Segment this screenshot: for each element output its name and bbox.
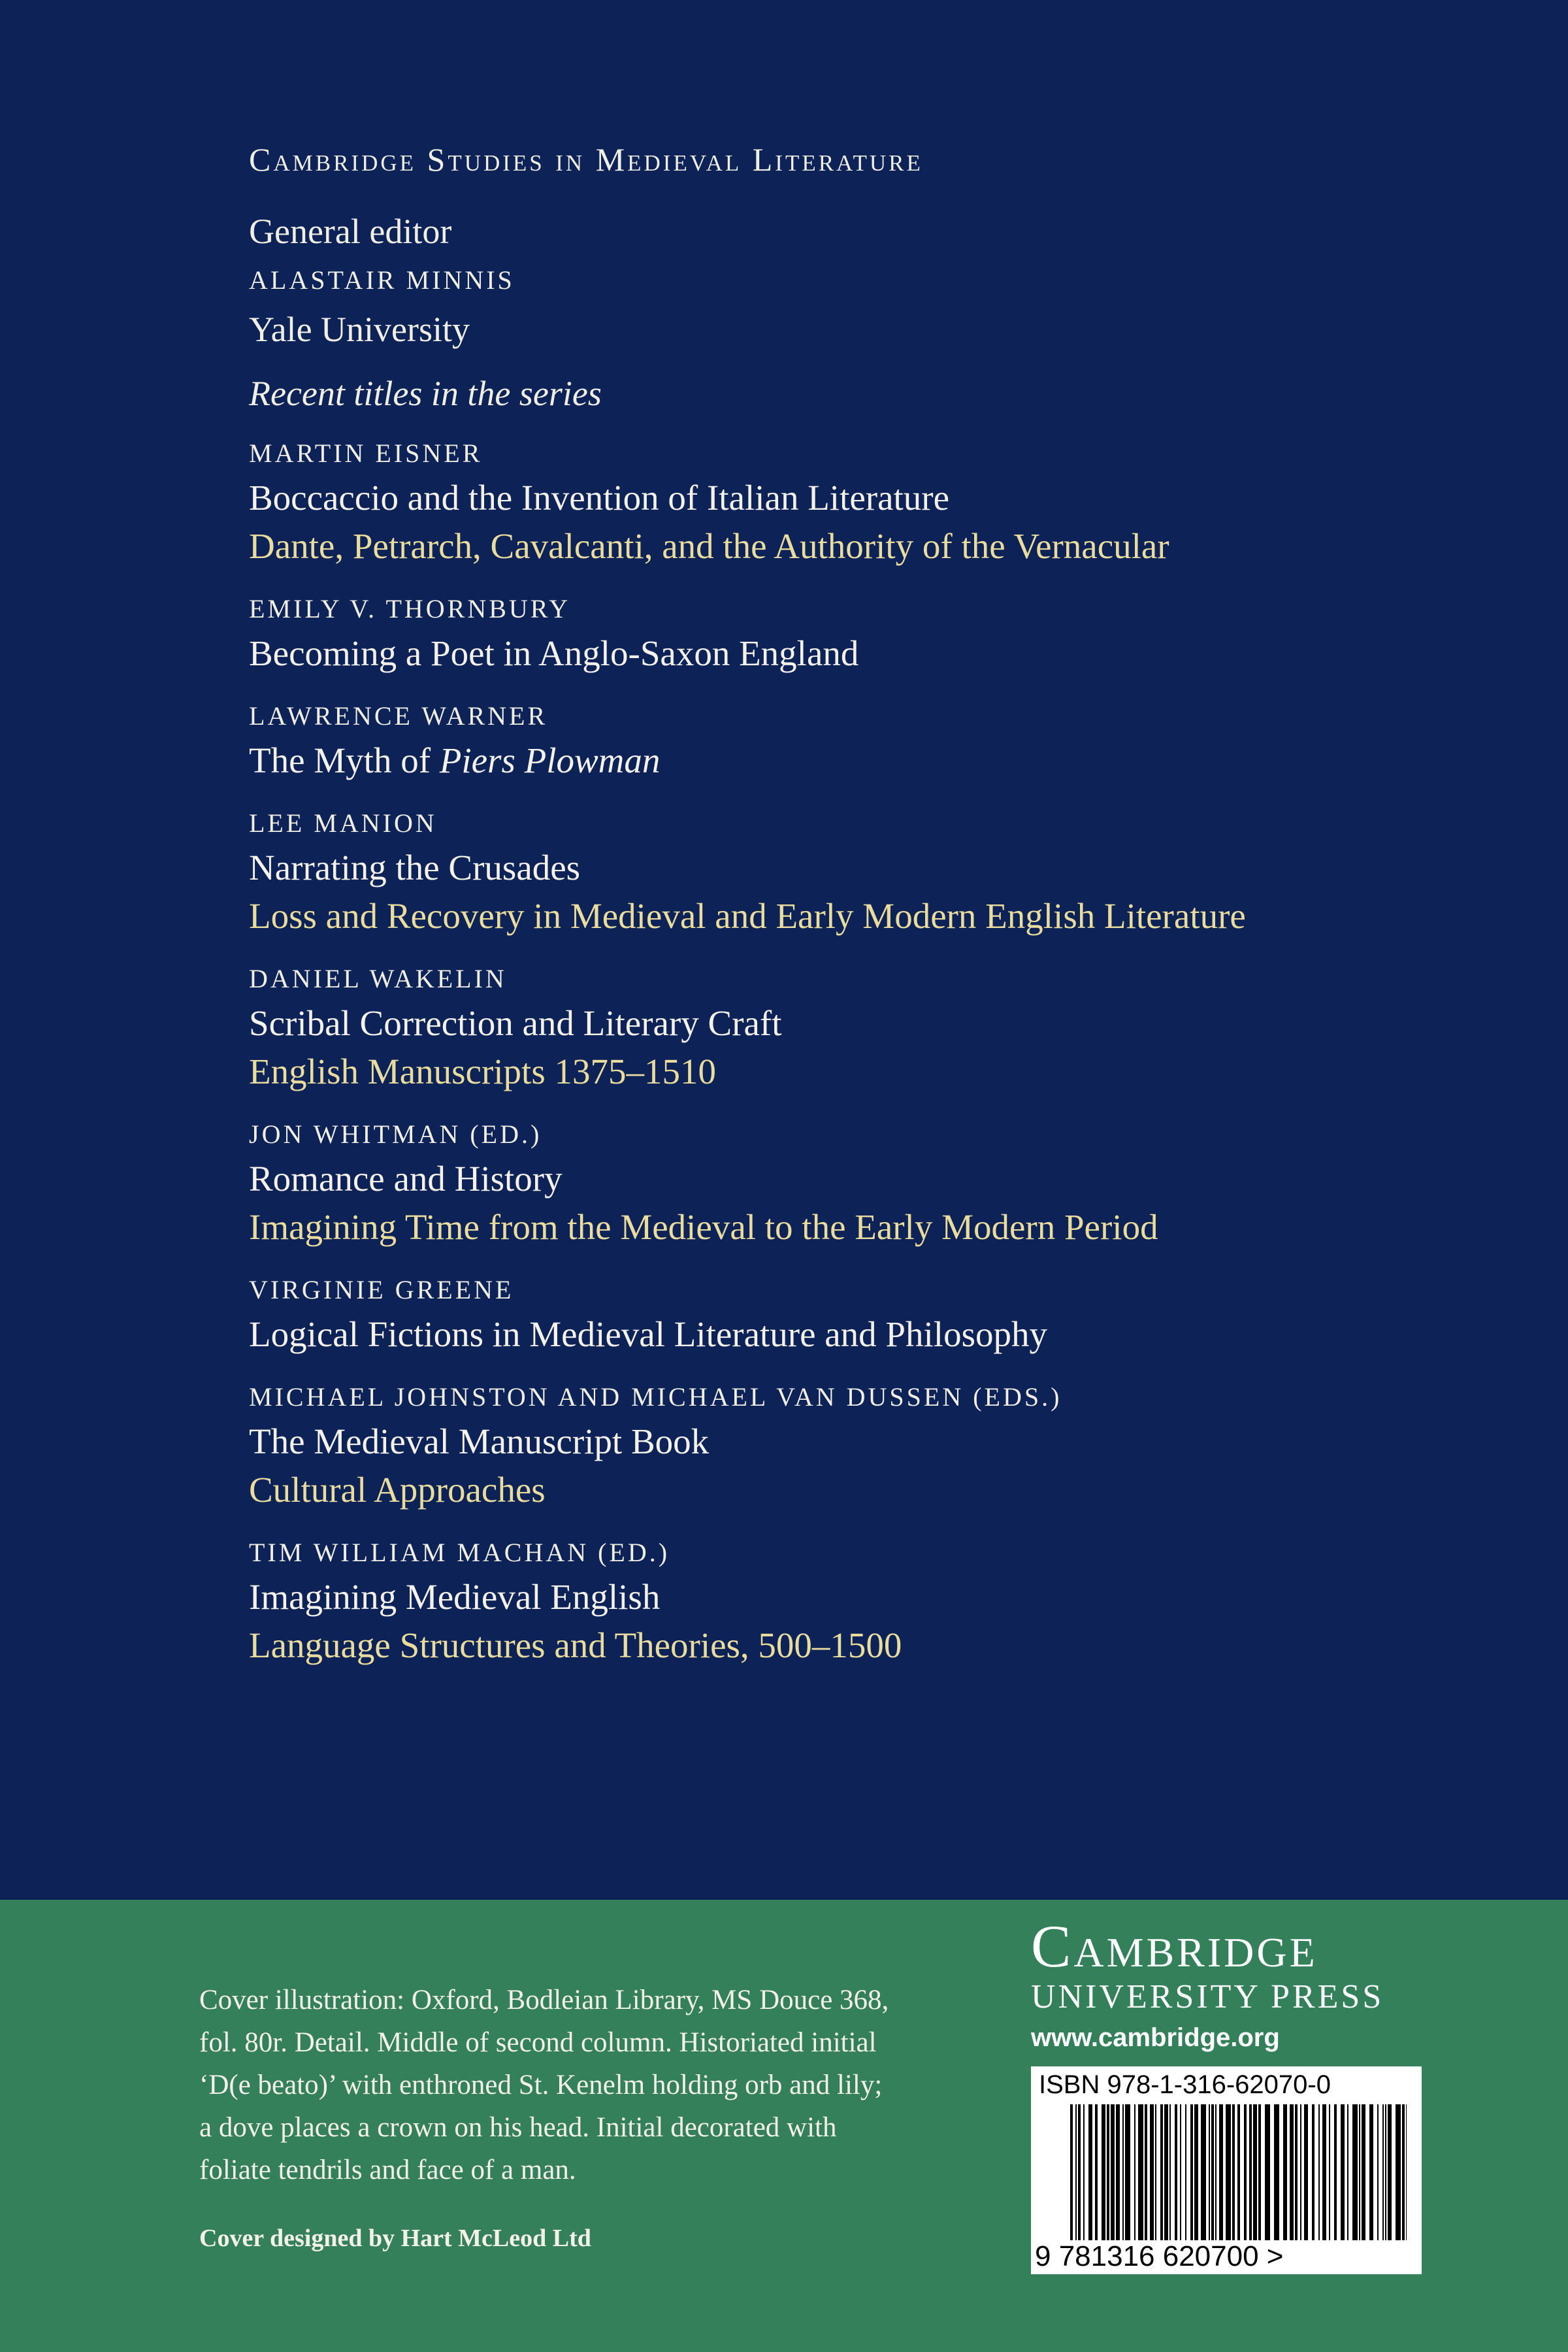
- barcode-bar: [1175, 2104, 1177, 2240]
- barcode-bar: [1347, 2104, 1348, 2240]
- barcode-bar: [1150, 2104, 1154, 2240]
- book-title: Scribal Correction and Literary Craft: [249, 1003, 782, 1043]
- barcode-bar: [1402, 2104, 1405, 2240]
- book-entry: [249, 1532, 1490, 1670]
- book-entry: [249, 589, 1490, 678]
- barcode-bar: [1078, 2104, 1081, 2240]
- book-entry: [249, 696, 1490, 785]
- isbn-label: ISBN 978-1-316-62070-0: [1039, 2070, 1331, 2099]
- book-author: EMILY V. THORNBURY: [249, 594, 571, 623]
- recent-titles-label: Recent titles in the series: [249, 374, 602, 413]
- book-title-text: The Myth of Piers Plowman: [249, 740, 661, 780]
- barcode-bar: [1322, 2104, 1326, 2240]
- book-title: The Medieval Manuscript Book: [249, 1421, 710, 1461]
- barcode-digits: 9 781316 620700 >: [1035, 2240, 1284, 2272]
- barcode-bar: [1122, 2104, 1124, 2240]
- barcode-bar: [1102, 2104, 1105, 2240]
- barcode-bar: [1215, 2104, 1217, 2240]
- publisher-name: Cambridge: [1031, 1913, 1318, 1979]
- barcode-bar: [1329, 2104, 1330, 2240]
- barcode-bar: [1232, 2104, 1235, 2240]
- barcode-bar: [1070, 2104, 1073, 2240]
- barcode-bar: [1274, 2104, 1279, 2240]
- cover-designer-credit: Cover designed by Hart McLeod Ltd: [199, 2225, 591, 2252]
- credit-line: foliate tendrils and face of a man.: [199, 2155, 576, 2185]
- barcode-bar: [1253, 2104, 1257, 2240]
- barcode-bar: [1083, 2104, 1085, 2240]
- publisher-subname: UNIVERSITY PRESS: [1031, 1978, 1384, 2015]
- barcode-bar: [1095, 2104, 1098, 2240]
- credit-line: ‘D(e beato)’ with enthroned St. Kenelm holding orb and lily;: [199, 2070, 883, 2100]
- book-subtitle: Imagining Time from the Medieval to the Early Modern Period: [249, 1207, 1158, 1247]
- book-entry: [249, 433, 1490, 571]
- book-entry: [249, 1114, 1490, 1251]
- book-subtitle: Dante, Petrarch, Cavalcanti, and the Authority of the Vernacular: [249, 526, 1169, 566]
- barcode-bar: [1145, 2104, 1147, 2240]
- barcode-bar: [1352, 2104, 1358, 2240]
- series-content: [249, 141, 1490, 1688]
- general-editor-label: General editor: [249, 212, 452, 251]
- publisher-logo: [1031, 1915, 1488, 2059]
- barcode-bar: [1388, 2104, 1392, 2240]
- book-author: DANIEL WAKELIN: [249, 964, 507, 993]
- barcode-bar: [1362, 2104, 1365, 2240]
- cover-illustration-credit: [199, 1979, 983, 2191]
- credit-line: a dove places a crown on his head. Initial decorated with: [199, 2112, 837, 2143]
- barcode-bar: [1201, 2104, 1206, 2240]
- book-title: [249, 737, 1490, 785]
- barcode-bar: [1295, 2104, 1298, 2240]
- credit-line: fol. 80r. Detail. Middle of second column. Historiated initial: [199, 2027, 877, 2058]
- isbn-barcode: [1031, 2066, 1422, 2274]
- barcode-bar: [1219, 2104, 1223, 2240]
- barcode-bar: [1396, 2104, 1401, 2240]
- book-entry: [249, 803, 1490, 940]
- book-title: Romance and History: [249, 1159, 563, 1199]
- barcode-bar: [1377, 2104, 1379, 2240]
- barcode-bar: [1258, 2104, 1261, 2240]
- book-entry: [249, 959, 1490, 1096]
- barcode-bar: [1369, 2104, 1373, 2240]
- italic-title-fragment: Piers Plowman: [439, 740, 661, 780]
- barcode-bar: [1134, 2104, 1135, 2240]
- book-author: VIRGINIE GREENE: [249, 1275, 514, 1304]
- barcode-bar: [1385, 2104, 1386, 2240]
- barcode-bar: [1237, 2104, 1240, 2240]
- barcode-bar: [1125, 2104, 1130, 2240]
- barcode-bar: [1382, 2104, 1384, 2240]
- book-author: LEE MANION: [249, 808, 437, 838]
- barcode-bar: [1211, 2104, 1214, 2240]
- book-subtitle: Loss and Recovery in Medieval and Early Modern English Literature: [249, 896, 1246, 936]
- barcode-bar: [1318, 2104, 1320, 2240]
- barcode-bar: [1116, 2104, 1120, 2240]
- barcode-bar: [1190, 2104, 1193, 2240]
- general-editor-name: ALASTAIR MINNIS: [249, 265, 515, 295]
- book-author: MICHAEL JOHNSTON AND MICHAEL VAN DUSSEN (EDS.): [249, 1382, 1062, 1412]
- barcode-icon: [1070, 2104, 1410, 2240]
- barcode-bar: [1169, 2104, 1171, 2240]
- barcode-bar: [1194, 2104, 1198, 2240]
- barcode-bar: [1209, 2104, 1210, 2240]
- book-title: Imagining Medieval English: [249, 1577, 661, 1617]
- barcode-bar: [1185, 2104, 1186, 2240]
- barcode-bar: [1155, 2104, 1156, 2240]
- book-title: Narrating the Crusades: [249, 848, 581, 887]
- barcode-bar: [1164, 2104, 1168, 2240]
- barcode-bar: [1249, 2104, 1252, 2240]
- cover-illustration-text: [199, 1979, 983, 2191]
- barcode-bar: [1265, 2104, 1270, 2240]
- barcode-bar: [1075, 2104, 1077, 2240]
- book-title: Logical Fictions in Medieval Literature and Philosophy: [249, 1314, 1047, 1354]
- book-subtitle: English Manuscripts 1375–1510: [249, 1052, 716, 1091]
- barcode-bar: [1180, 2104, 1181, 2240]
- barcode-bar: [1107, 2104, 1109, 2240]
- barcode-bar: [1359, 2104, 1360, 2240]
- barcode-bar: [1244, 2104, 1247, 2240]
- barcode-bar: [1406, 2104, 1407, 2240]
- series-title: Cambridge Studies in Medieval Literature: [249, 141, 923, 178]
- book-title: Boccaccio and the Invention of Italian Literature: [249, 478, 950, 518]
- general-editor-affiliation: Yale University: [249, 310, 470, 349]
- barcode-bar: [1312, 2104, 1315, 2240]
- book-entry: [249, 1270, 1490, 1359]
- barcode-bar: [1138, 2104, 1143, 2240]
- barcode-bar: [1341, 2104, 1345, 2240]
- book-subtitle: Language Structures and Theories, 500–1500: [249, 1625, 902, 1665]
- credit-line: Cover illustration: Oxford, Bodleian Library, MS Douce 368,: [199, 1985, 889, 2015]
- book-author: MARTIN EISNER: [249, 439, 483, 468]
- barcode-bar: [1111, 2104, 1115, 2240]
- book-author: LAWRENCE WARNER: [249, 701, 548, 731]
- publisher-url[interactable]: www.cambridge.org: [1031, 2023, 1280, 2052]
- book-author: JON WHITMAN (ED.): [249, 1119, 542, 1149]
- barcode-bar: [1290, 2104, 1294, 2240]
- book-author: TIM WILLIAM MACHAN (ED.): [249, 1538, 670, 1567]
- barcode-bar: [1300, 2104, 1301, 2240]
- barcode-bar: [1226, 2104, 1231, 2240]
- barcode-bar: [1334, 2104, 1337, 2240]
- barcode-bar: [1160, 2104, 1163, 2240]
- barcode-bar: [1283, 2104, 1287, 2240]
- barcode-bar: [1088, 2104, 1092, 2240]
- book-subtitle: Cultural Approaches: [249, 1470, 546, 1510]
- book-entry: [249, 1377, 1490, 1514]
- book-title: Becoming a Poet in Anglo-Saxon England: [249, 633, 859, 673]
- barcode-bar: [1304, 2104, 1308, 2240]
